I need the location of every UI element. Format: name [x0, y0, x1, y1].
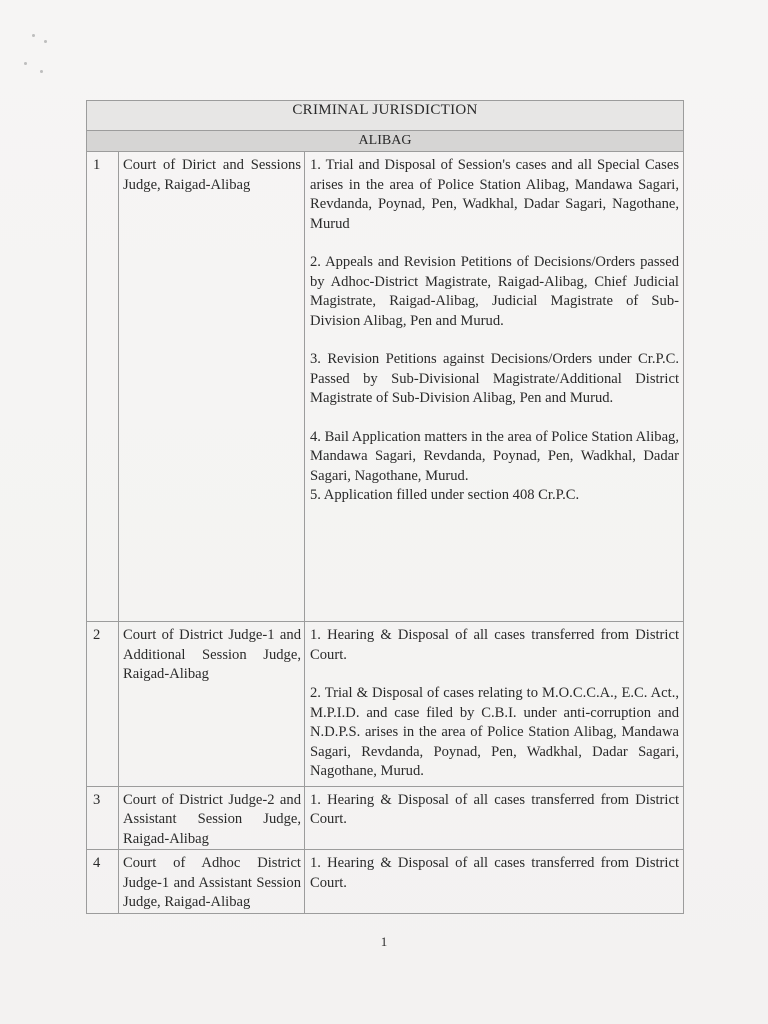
jurisdiction-item: 4. Bail Application matters in the area of Police Station Alibag, Mandawa Sagari, Revdanda, Poynad, Pen, Wadkhal, Dadar Sagari, Nagothane, Murud.	[310, 428, 679, 484]
table-row	[87, 786, 684, 850]
court-name: Court of District Judge-1 and Additional Session Judge, Raigad-Alibag	[119, 622, 305, 787]
jurisdiction-cell	[305, 850, 684, 914]
court-name: Court of Dirict and Sessions Judge, Raigad-Alibag	[119, 152, 305, 622]
jurisdiction-item: 5. Application filled under section 408 Cr.P.C.	[310, 487, 580, 503]
table-row	[87, 622, 684, 787]
table-title: CRIMINAL JURISDICTION	[87, 101, 684, 131]
row-number: 4	[87, 850, 119, 914]
place-heading: ALIBAG	[87, 131, 684, 152]
jurisdiction-item: 3. Revision Petitions against Decisions/Orders under Cr.P.C. Passed by Sub-Divisional Magistrate/Additional District Magistrate of Sub-Division Alibag, Pen and Murud.	[310, 351, 679, 406]
jurisdiction-item: 1. Hearing & Disposal of all cases transferred from District Court.	[310, 855, 679, 891]
jurisdiction-cell	[305, 152, 684, 622]
scan-speck	[32, 34, 35, 37]
jurisdiction-item: 1. Trial and Disposal of Session's cases and all Special Cases arises in the area of Police Station Alibag, Mandawa Sagari, Revdanda, Poynad, Pen, Wadkhal, Dadar Sagari, Nagothane, Murud	[310, 157, 679, 232]
scan-speck	[40, 70, 43, 73]
jurisdiction-table	[86, 100, 684, 914]
page-number: 1	[380, 934, 388, 949]
scan-speck	[24, 62, 27, 65]
row-number: 2	[87, 622, 119, 787]
table-title-row	[87, 101, 684, 131]
court-name: Court of District Judge-2 and Assistant Session Judge, Raigad-Alibag	[119, 786, 305, 850]
table-row	[87, 152, 684, 622]
jurisdiction-item: 2. Trial & Disposal of cases relating to M.O.C.C.A., E.C. Act., M.P.I.D. and case filed by C.B.I. under anti-corruption and N.D.P.S. arises in the area of Police Station Alibag, Mandawa Sagari, Revdanda, Poynad, Pen, Wadkhal, Dadar Sagari, Nagothane, Murud.	[310, 685, 679, 779]
row-number: 1	[87, 152, 119, 622]
jurisdiction-item: 2. Appeals and Revision Petitions of Decisions/Orders passed by Adhoc-District Magistrate, Raigad-Alibag, Chief Judicial Magistrate, Raigad-Alibag, Judicial Magistrate of Sub-Division Alibag, Pen and Murud.	[310, 254, 679, 329]
scan-speck	[44, 40, 47, 43]
table-place-row	[87, 131, 684, 152]
jurisdiction-item: 1. Hearing & Disposal of all cases transferred from District Court.	[310, 627, 679, 663]
jurisdiction-cell	[305, 622, 684, 787]
jurisdiction-cell	[305, 786, 684, 850]
table-row	[87, 850, 684, 914]
row-number: 3	[87, 786, 119, 850]
court-name: Court of Adhoc District Judge-1 and Assistant Session Judge, Raigad-Alibag	[119, 850, 305, 914]
jurisdiction-item: 1. Hearing & Disposal of all cases transferred from District Court.	[310, 791, 679, 827]
